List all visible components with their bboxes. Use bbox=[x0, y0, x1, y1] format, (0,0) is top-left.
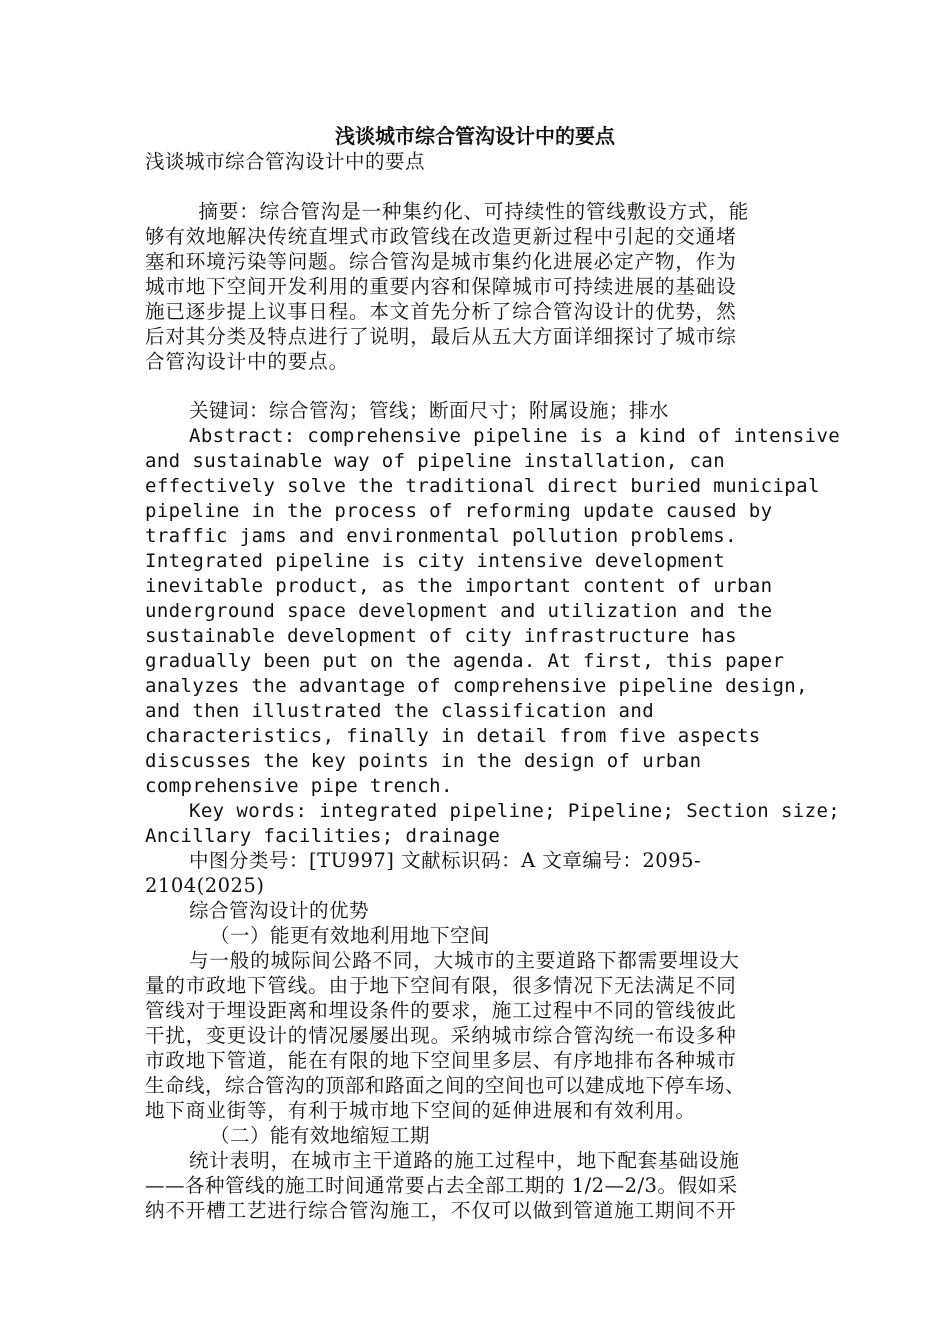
document-title: 浅谈城市综合管沟设计中的要点 bbox=[335, 124, 615, 148]
abstract-en-line: comprehensive pipe trench. bbox=[145, 775, 453, 797]
abstract-en-line: inevitable product, as the important content of urban bbox=[145, 575, 773, 597]
keywords-en-line: Ancillary facilities; drainage bbox=[145, 825, 501, 847]
abstract-en-line: effectively solve the traditional direct buried municipal bbox=[145, 475, 820, 497]
abstract-cn-line: 塞和环境污染等问题。综合管沟是城市集约化进展必定产物，作为 bbox=[145, 250, 737, 273]
abstract-cn-line: 够有效地解决传统直埋式市政管线在改造更新过程中引起的交通堵 bbox=[145, 225, 737, 248]
classification-line: 2104(2025) bbox=[145, 874, 265, 897]
subsection-heading: （二）能有效地缩短工期 bbox=[210, 1124, 431, 1147]
abstract-en-line: traffic jams and environmental pollution problems. bbox=[145, 525, 737, 547]
body-line: ——各种管线的施工时间通常要占去全部工期的 1/2—2/3。假如采 bbox=[145, 1174, 738, 1197]
body-line: 管线对于埋设距离和埋设条件的要求，施工过程中不同的管线彼此 bbox=[145, 999, 737, 1022]
abstract-en-line: and then illustrated the classification and bbox=[145, 700, 655, 722]
subsection-heading: （一）能更有效地利用地下空间 bbox=[210, 924, 491, 947]
abstract-en-line: discusses the key points in the design of urban bbox=[145, 750, 702, 772]
abstract-en-line: underground space development and utilization and the bbox=[145, 600, 773, 622]
body-line: 与一般的城际间公路不同，大城市的主要道路下都需要埋设大 bbox=[189, 949, 740, 972]
body-line: 干扰，变更设计的情况屡屡出现。采纳城市综合管沟统一布设多种 bbox=[145, 1024, 737, 1047]
body-line: 量的市政地下管线。由于地下空间有限，很多情况下无法满足不同 bbox=[145, 974, 737, 997]
body-line: 统计表明，在城市主干道路的施工过程中，地下配套基础设施 bbox=[189, 1149, 740, 1172]
abstract-en-line: gradually been put on the agenda. At first, this paper bbox=[145, 650, 785, 672]
body-line: 纳不开槽工艺进行综合管沟施工，不仅可以做到管道施工期间不开 bbox=[145, 1199, 737, 1222]
abstract-en-line: sustainable development of city infrastructure has bbox=[145, 625, 737, 647]
abstract-cn-line: 后对其分类及特点进行了说明，最后从五大方面详细探讨了城市综 bbox=[145, 325, 737, 348]
abstract-en-line: and sustainable way of pipeline installation, can bbox=[145, 450, 726, 472]
abstract-cn-line: 合管沟设计中的要点。 bbox=[145, 350, 350, 373]
body-line: 市政地下管道，能在有限的地下空间里多层、有序地排布各种城市 bbox=[145, 1049, 737, 1072]
classification-line: 中图分类号：[TU997] 文献标识码：A 文章编号：2095- bbox=[189, 849, 702, 872]
keywords-cn: 关键词：综合管沟；管线；断面尺寸；附属设施；排水 bbox=[189, 399, 670, 422]
abstract-en-line: analyzes the advantage of comprehensive pipeline design, bbox=[145, 675, 808, 697]
abstract-en-line: characteristics, finally in detail from five aspects bbox=[145, 725, 761, 747]
abstract-cn-line: 城市地下空间开发利用的重要内容和保障城市可持续进展的基础设 bbox=[145, 275, 737, 298]
abstract-en-line: Integrated pipeline is city intensive development bbox=[145, 550, 726, 572]
document-subtitle: 浅谈城市综合管沟设计中的要点 bbox=[145, 150, 426, 173]
body-line: 生命线，综合管沟的顶部和路面之间的空间也可以建成地下停车场、 bbox=[145, 1074, 746, 1097]
abstract-en-line: pipeline in the process of reforming update caused by bbox=[145, 500, 773, 522]
keywords-en-line: Key words: integrated pipeline; Pipeline; Section size; bbox=[189, 800, 841, 822]
body-line: 地下商业街等，有利于城市地下空间的延伸进展和有效利用。 bbox=[145, 1099, 696, 1122]
abstract-cn-line: 摘要：综合管沟是一种集约化、可持续性的管线敷设方式，能 bbox=[178, 200, 750, 223]
abstract-en-line: Abstract: comprehensive pipeline is a kind of intensive bbox=[189, 425, 841, 447]
section-heading: 综合管沟设计的优势 bbox=[189, 899, 370, 922]
abstract-cn-line: 施已逐步提上议事日程。本文首先分析了综合管沟设计的优势，然 bbox=[145, 300, 737, 323]
